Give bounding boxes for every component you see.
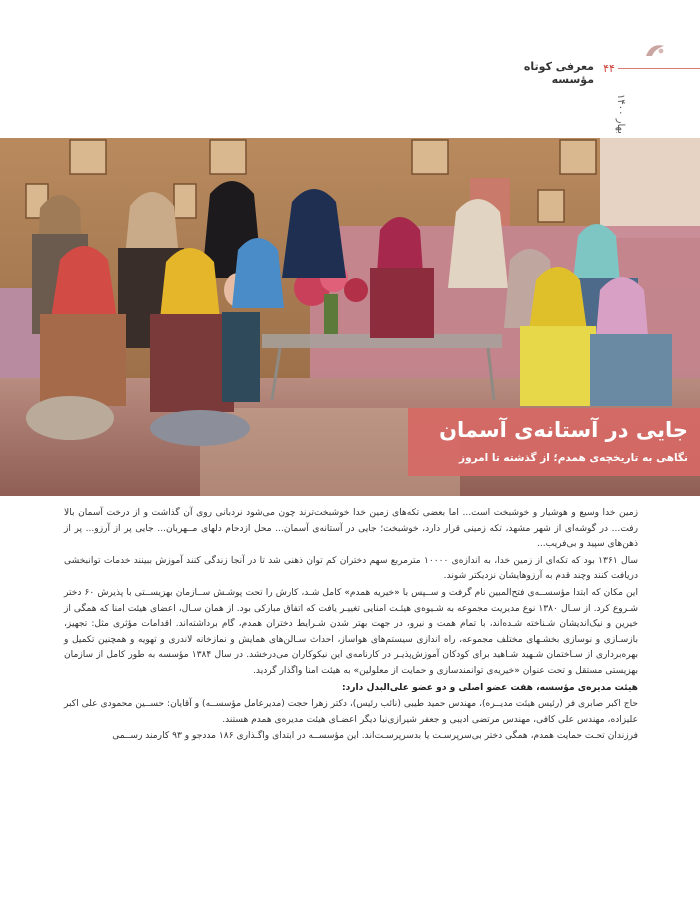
issue-label: بهار ۱۴۰۰ [615, 94, 626, 134]
board-members: حاج اکبر صابری فر (رئیس هیئت مدیــره)، مهندس حمید طیبی (نائب رئیس)، دکتر زهرا حجت (مدیرعامل مؤسســه) و آقایان: حســین محمودی علی اکبر علیزاده، مهندس علی کافی، مهندس مرتضی ادیبی و جعفر شیرازی‌نیا دیگر اعضـای هیئت مدیره‌ی همدم هستند. [64, 699, 638, 725]
title-banner [408, 408, 700, 476]
header-rule [618, 68, 700, 69]
section-label: معرفی کوتاه مؤسسه [523, 60, 594, 86]
paragraph-history: سال ۱۳۶۱ بود که تکه‌ای از زمین خدا، به اندازه‌ی ۱۰۰۰۰ مترمربع سهم دختران کم توان ذهنی شد تا در آنجا زندگی کنند آموزش ببینند خدمات توانبخشی دریافت کنند وچند قدم به آرزوهایشان نزدیکتر شوند. [64, 555, 638, 582]
article-subtitle: نگاهی به تاریخچه‌ی همدم؛ از گذشته تا امروز [459, 452, 688, 464]
article-body [64, 506, 638, 746]
paragraph-intro: زمین خدا وسیع و هوشیار و خوشبخت است... اما بعضی تکه‌های زمین خدا خوشبخت‌ترند چون می‌شود نردبانی روی آن گذاشت و از درخت آسمان بالا رفت... در گوشه‌ای از شهر مشهد، تکه زمینی قرار دارد، خوشبخت؛ جایی در آستانه‌ی آسمان... محل ازدحام دلهای مــهربان... جایی پر از آرزو... پر از ذهن‌های سپید و بی‌فریب... [64, 508, 638, 550]
paragraph-closing: فرزندان تحـت حمایت همدم، همگی دختر بی‌سرپرسـت یا بدسرپرسـت‌اند. این مؤسســه در ابتدای واگـذاری ۱۸۶ مددجو و ۹۳ کارمند رســمی [112, 731, 638, 742]
board-heading: هیئت مدیره‌ی مؤسسه، هفت عضو اصلی و دو عضو علی‌البدل دارد: [341, 682, 638, 693]
paragraph-management: این مکان که ابتدا مؤسســه‌ی فتح‌المبین نام گرفت و ســپس با «خیریه همدم» کامل شـد، کارش را تحت پوشـش ســازمان بهزیســتی با پذیرش ۶۰ دختر شـروع کرد. از سـال ۱۳۸۰ نوع مدیریت مجموعه به شـیوه‌ی هیئـت امنایی تغییـر یافت که اتفاق مبارکی بود. از همان سـال، اعضای هیئت امنا که همگی از خیرین و نیک‌اندیشان شـناخته شـده‌اند، با تمام همت و نیرو، در جهت بهتر شدن شـرایط دختران همدم، گام برداشته‌اند. اقدامات مؤثری مثل: تجهیز، بازسـازی و نوسازی بخشـهای مختلف مجموعه، راه اندازی سیستم‌های هواساز، احداث سـالن‌های همایش و نمازخانه لاندری و تهویه و همچنین تکمیل و بهره‌برداری از سـاختمان شـهید شـاهید برای کودکان آموزش‌پذیـر در کارنامه‌ی این نیکوکاران می‌درخشد. در سال ۱۳۸۴ مؤسسه به طور کامل از سازمان بهزیستی مستقل و تحت عنوان «خیریه‌ی توانمندسازی و حمایت از معلولین» به هیئت امنا واگذار گردید. [64, 587, 638, 676]
magazine-logo-icon [644, 42, 666, 58]
page-number: ۴۴ [603, 62, 615, 75]
article-title: جایی در آستانه‌ی آسمان [439, 418, 688, 442]
